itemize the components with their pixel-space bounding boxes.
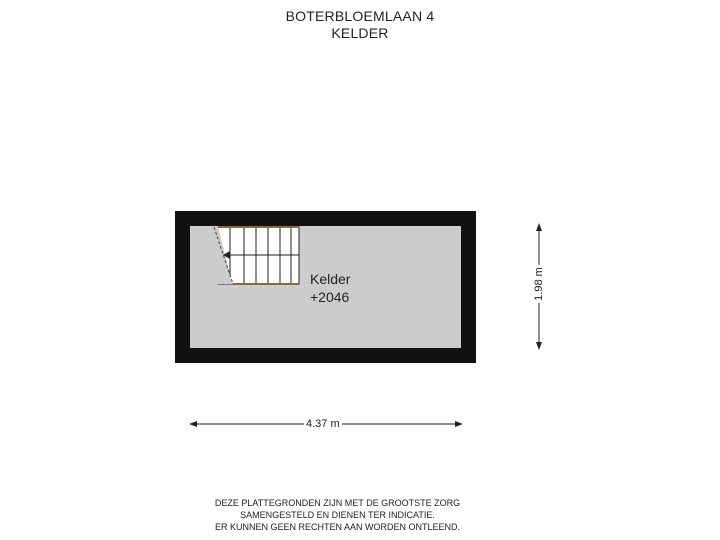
disclaimer-line-3: ER KUNNEN GEEN RECHTEN AAN WORDEN ONTLEEND. xyxy=(214,522,461,532)
disclaimer-line-1: DEZE PLATTEGRONDEN ZIJN MET DE GROOTSTE ZORG xyxy=(214,498,461,508)
height-label: 1.98 m xyxy=(532,267,545,301)
staircase xyxy=(190,226,299,284)
room-name: Kelder xyxy=(310,271,351,287)
room-level: +2046 xyxy=(310,289,350,305)
width-label: 4.37 m xyxy=(306,418,340,430)
address-title: BOTERBLOEMLAAN 4 xyxy=(285,8,435,24)
disclaimer-line-2: SAMENGESTELD EN DIENEN TER INDICATIE. xyxy=(240,510,435,520)
floor-title: KELDER xyxy=(331,25,389,41)
